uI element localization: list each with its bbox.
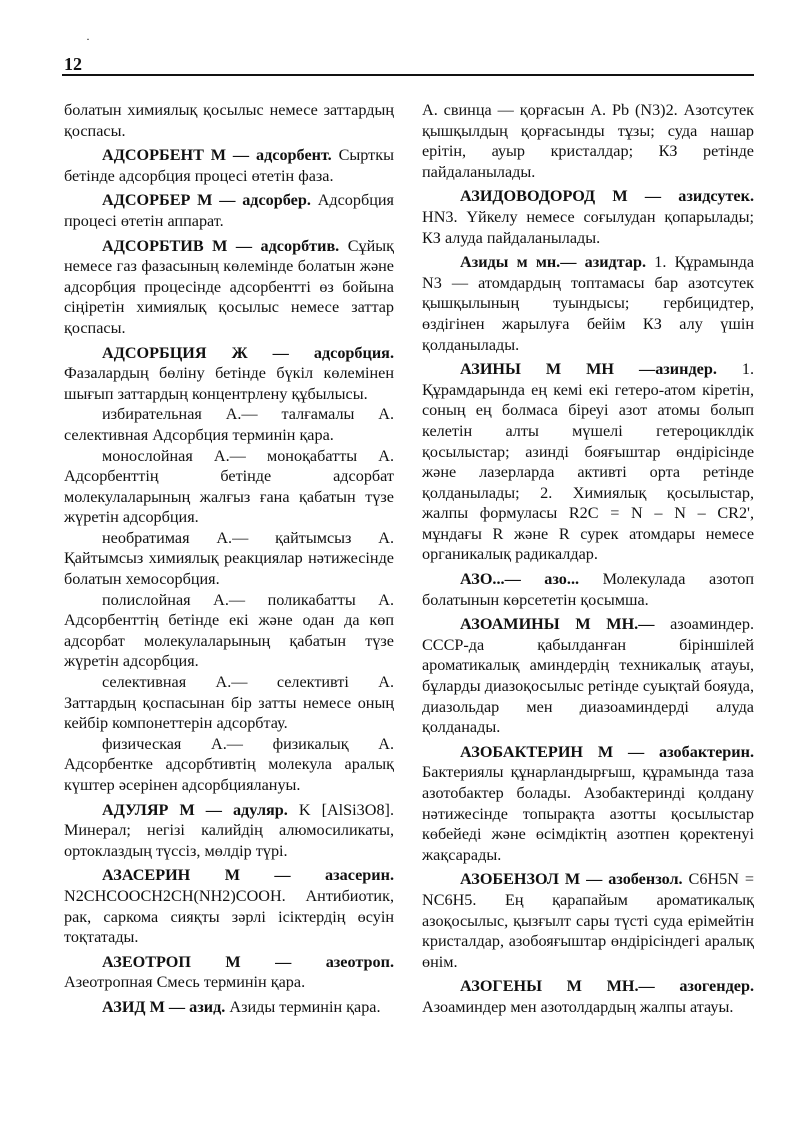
entry-definition: Азеотропная Смесь терминін қара. (64, 973, 306, 992)
entry-definition: селективная А.— селективті А. Заттардың қоспасынан бір затты немесе оның кейбір компонеттерін адсорбтау. (64, 673, 394, 733)
dictionary-entry (64, 997, 394, 1018)
entry-definition: 1. Құрамдарында ең кемі екі гетеро-атом кіретін, соның ең болмаса біреуі азот атомы болып келетін алты мүшелі гетероциклдік қосылыстар; азинді бояғыштар өндірісінде және лазерларда активті орта ретінде қолданылады; 2. Химиялық қосылыстар, жалпы формуласы R2C = N – N – CR2', мұндағы R және R сурек атомдары немесе органикалық радикалдар. (422, 360, 754, 564)
dictionary-entry (64, 528, 394, 590)
right-column (422, 100, 754, 1018)
dictionary-entry (64, 672, 394, 734)
speck-mark: · (86, 32, 90, 46)
entry-definition: необратимая А.— қайтымсыз А. Қайтымсыз химиялық реакциялар нәтижесінде болатын хемосорбция. (64, 528, 394, 589)
entry-definition: 1. Құрамында N3 — атомдардың топтамасы бар азотсутек қышқылының туындысы; гербицидтер, өздігінен жарылуға бейім КЗ алу үшін қолданылады. (422, 253, 755, 354)
entry-definition: A. свинца — қорғасын A. Pb (N3)2. Азотсутек қышқылдың қорғасынды тұзы; суда нашар ерітін, ауыр кристалдар; КЗ ретінде пайдаланылады. (422, 101, 754, 181)
entry-headword: АЗОБАКТЕРИН М — азобактерин. (460, 742, 754, 761)
dictionary-entry (64, 404, 394, 445)
entry-definition: полислойная А.— поликабатты А. Адсорбенттің бетінде екі және одан да көп адсорбат молекулаларының қабатын түзе жүретін адсорбция. (64, 590, 394, 671)
header-rule (62, 74, 754, 76)
entry-headword: АДУЛЯР М — адуляр. (102, 800, 288, 819)
entry-definition: C6H5N = NC6H5. Ең қарапайым ароматикалық азоқосылыс, қызғылт сары түсті суда ерімейтін кристалдар, азобояғыштар өндірісіндегі аралық өнім. (422, 870, 754, 971)
entry-definition: Молекулада азотоп болатынын көрсететін қосымша. (422, 570, 754, 609)
entry-headword: АДСОРБЦИЯ Ж — адсорбция. (102, 343, 394, 362)
entry-definition: Сырткы бетінде адсорбция процесі өтетін фаза. (64, 146, 394, 185)
dictionary-entry (64, 145, 394, 186)
entry-definition: Азиды терминін қара. (225, 997, 381, 1016)
entry-headword: АЗО...— азо... (460, 570, 580, 589)
dictionary-entry (64, 865, 394, 947)
dictionary-entry (64, 800, 394, 862)
entry-headword: АЗАСЕРИН М — азасерин. (102, 866, 394, 885)
entry-definition: Бактериялы құнарландырғыш, құрамында таза азотобактер болады. Азобактеринді қолдану нәтижесінде топырақта азотты қосылыстар көбейеді және өсімдіктің азотпен қоректенуі жақсарады. (422, 763, 754, 864)
entry-definition: физическая А.— физикалық А. Адсорбентке адсорбтивтің молекула аралық күштер әсерінен адсорбциялануы. (64, 734, 394, 794)
entry-definition: болатын химиялық қосылыс немесе заттардың қоспасы. (64, 101, 394, 140)
entry-headword: АЗОГЕНЫ М МН.— азогендер. (460, 977, 754, 996)
entry-definition: монослойная А.— моноқабатты А. Адсорбенттің бетінде адсорбат молекулаларының жалғыз ғана қабатын түзе жүретін адсорбция. (64, 446, 394, 527)
entry-definition: N2CHCOOCH2CH(NH2)COOH. Антибиотик, рак, саркома сияқты зәрлі ісіктердің өсуін тоқтатады. (64, 886, 394, 947)
entry-headword: АДСОРБТИВ М — адсорбтив. (102, 236, 340, 255)
entry-definition: K [AlSi3O8]. Минерал; негізі калийдің алюмосиликаты, ортоклаздың түссіз, мөлдір түрі. (64, 800, 394, 860)
dictionary-entry (64, 734, 394, 796)
entry-definition: Адсорбция процесі өтетін аппарат. (64, 191, 395, 230)
dictionary-entry (64, 446, 394, 528)
entry-headword: АЗИНЫ М МН —азиндер. (460, 360, 717, 379)
dictionary-entry (64, 100, 394, 141)
entry-definition: HN3. Үйкелу немесе соғылудан қопарылады; КЗ алуда пайдаланылады. (422, 207, 754, 247)
dictionary-entry (422, 869, 754, 972)
entry-headword: АЗИДОВОДОРОД М — азидсутек. (460, 187, 754, 206)
entry-definition: Сұйық немесе газ фазасының көлемінде болатын және адсорбция процесінде адсорбентті өз бойына сіңіретін химиялық қосылыс немесе заттар қоспасы. (64, 236, 394, 337)
entry-headword: АЗОБЕНЗОЛ М — азобензол. (460, 870, 683, 889)
entry-definition: Фазалардың бөліну бетінде бүкіл көлемінен шығып заттардың концентрлену құбылысы. (64, 364, 394, 403)
dictionary-entry (422, 569, 754, 610)
dictionary-entry (422, 976, 754, 1017)
left-column (64, 100, 394, 1018)
entry-headword: АЗИД М — азид. (102, 997, 226, 1016)
entry-definition: азоаминдер. СССР-да қабылданған біріншілей ароматикалық аминдердің техникалық атауы, бұларды диазоқосылыс ретінде суықтай бояуда, диазольдар мен диазоаминдерді алуда қолданады. (422, 615, 754, 737)
page-number: 12 (64, 54, 82, 74)
dictionary-entry (422, 359, 754, 565)
entry-headword: АДСОРБЕР М — адсорбер. (102, 191, 311, 210)
dictionary-entry (64, 190, 394, 231)
entry-headword: Азиды м мн.— азидтар. (460, 253, 647, 272)
dictionary-entry (64, 952, 394, 993)
dictionary-entry (422, 742, 754, 866)
dictionary-entry (422, 186, 754, 248)
dictionary-entry (64, 236, 394, 339)
dictionary-entry (64, 343, 394, 405)
dictionary-entry (422, 252, 754, 355)
entry-headword: АЗЕОТРОП М — азеотроп. (102, 952, 394, 971)
dictionary-entry (422, 100, 754, 182)
dictionary-entry (422, 614, 754, 738)
entry-headword: АДСОРБЕНТ М — адсорбент. (102, 146, 332, 165)
dictionary-entry (64, 590, 394, 672)
entry-definition: избирательная А.— талғамалы А. селективная Адсорбция терминін қара. (64, 405, 394, 444)
entry-definition: Азоаминдер мен азотолдардың жалпы атауы. (422, 997, 734, 1016)
entry-headword: АЗОАМИНЫ М МН.— (460, 615, 655, 634)
